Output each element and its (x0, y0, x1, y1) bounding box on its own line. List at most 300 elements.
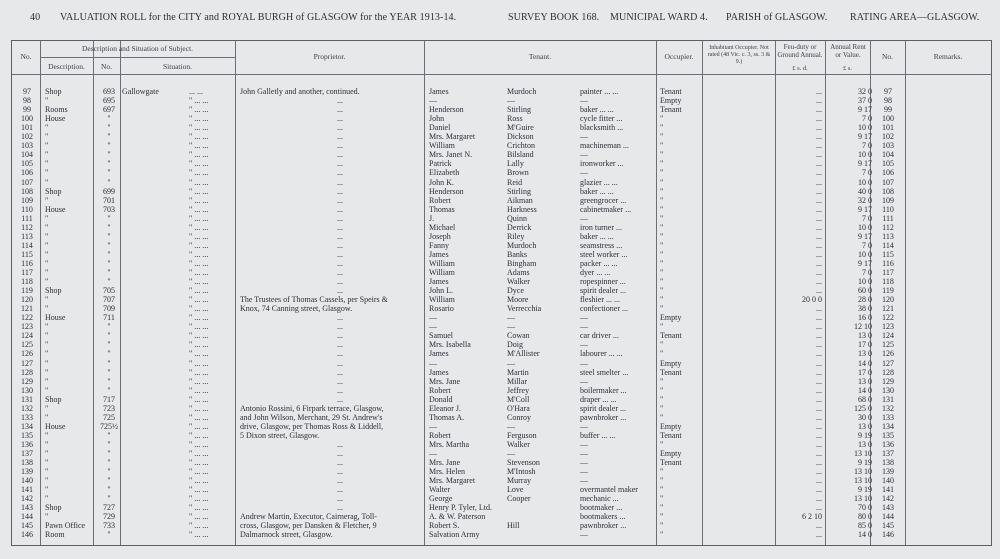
tenant-surname: Ferguson (507, 430, 537, 440)
entry-number: 109 (21, 195, 33, 205)
occupier-status: " (660, 494, 664, 504)
street-number: " (107, 485, 111, 495)
entry-number-right: 144 (882, 512, 894, 522)
annual-rent: 80 0 (858, 512, 872, 522)
page-header (30, 8, 980, 24)
table-row (12, 105, 991, 114)
annual-rent: 17 0 (858, 340, 872, 350)
col-no-header: No. (20, 52, 32, 61)
occupation: bootmaker ... (580, 503, 623, 513)
annual-rent: 13 0 (858, 376, 872, 386)
tenant-surname: M'Intosh (507, 467, 536, 477)
feu-duty: ... (816, 258, 822, 268)
street-number: " (107, 349, 111, 359)
description: " (45, 150, 49, 160)
situation-ditto: " ... ... (189, 530, 209, 540)
street-number: " (107, 439, 111, 449)
annual-rent: 7 0 (862, 114, 872, 124)
table-row (12, 214, 991, 223)
street-number: " (107, 159, 111, 169)
table-row (12, 322, 991, 331)
street-number: 697 (103, 105, 115, 115)
annual-rent: 9 17 (858, 159, 872, 169)
description: " (45, 240, 49, 250)
tenant-forename: Walter (429, 485, 451, 495)
table-row (12, 87, 991, 96)
description: " (45, 249, 49, 259)
table-row (12, 205, 991, 214)
occupier-status: " (660, 141, 664, 151)
description: House (45, 204, 66, 214)
situation-ditto: ... ... (189, 87, 203, 96)
entry-number: 118 (21, 277, 33, 287)
occupation: — (580, 376, 588, 386)
parish: PARISH of GLASGOW. (726, 12, 828, 23)
description: " (45, 412, 49, 422)
proprietor: cross, Glasgow, per Dansken & Fletcher, 9 (240, 521, 377, 531)
table-row (12, 386, 991, 395)
entry-number: 140 (21, 476, 33, 486)
tenant-surname: Reid (507, 177, 523, 187)
annual-rent: 16 0 (858, 313, 872, 323)
street-number: " (107, 430, 111, 440)
occupier-status: " (660, 168, 664, 178)
tenant-surname: Love (507, 485, 524, 495)
feu-duty: ... (816, 485, 822, 495)
table-row (12, 494, 991, 503)
roll-title: VALUATION ROLL for the CITY and ROYAL BURGH of GLASGOW for the YEAR 1913-14. (60, 12, 457, 23)
tenant-forename: Henderson (429, 186, 464, 196)
proprietor-ditto: ... (337, 467, 343, 477)
description: " (45, 258, 49, 268)
situation-ditto: " ... ... (189, 449, 209, 458)
col-description-header: Description. (48, 62, 85, 71)
entry-number-right: 99 (884, 105, 892, 115)
tenant-forename: — (429, 449, 437, 458)
occupation: cycle fitter ... (580, 114, 623, 124)
tenant-forename: J. (429, 213, 435, 223)
street-number: " (107, 449, 111, 458)
tenant-forename: Joseph (429, 231, 451, 241)
occupier-status: " (660, 530, 664, 540)
table-row (12, 368, 991, 377)
situation-ditto: " ... ... (189, 258, 209, 268)
entry-number: 104 (21, 150, 33, 160)
occupier-status: " (660, 467, 664, 477)
tenant-surname: O'Hara (507, 403, 530, 413)
proprietor: Antonio Rossini, 6 Firpark terrace, Glasgow, (240, 403, 384, 413)
tenant-surname: Ross (507, 114, 523, 124)
proprietor-ditto: ... (337, 258, 343, 268)
entry-number-right: 113 (882, 231, 894, 241)
street-number: 709 (103, 304, 115, 314)
description: " (45, 213, 49, 223)
occupation: packer ... ... (580, 258, 618, 268)
street-number: " (107, 240, 111, 250)
annual-rent: 28 0 (858, 295, 872, 305)
situation-ditto: " ... ... (189, 358, 209, 368)
entry-number-right: 100 (882, 114, 894, 124)
occupier-status: " (660, 385, 664, 395)
tenant-forename: Samuel (429, 331, 453, 341)
situation-ditto: " ... ... (189, 521, 209, 531)
tenant-surname: Dickson (507, 132, 534, 142)
table-row (12, 232, 991, 241)
table-row (12, 458, 991, 467)
situation-ditto: " ... ... (189, 141, 209, 151)
occupier-status: Empty (660, 313, 682, 323)
entry-number: 112 (21, 222, 33, 232)
situation-ditto: " ... ... (189, 421, 209, 431)
occupier-status: " (660, 485, 664, 495)
occupier-status: Empty (660, 449, 682, 458)
description: " (45, 403, 49, 413)
entry-number: 116 (21, 258, 33, 268)
entry-number: 114 (21, 240, 33, 250)
col-tenant-header: Tenant. (528, 52, 552, 61)
entry-number-right: 132 (882, 403, 894, 413)
situation-ditto: " ... ... (189, 168, 209, 178)
entry-number: 113 (21, 231, 33, 241)
annual-rent: 125 0 (854, 403, 872, 413)
proprietor-ditto: ... (337, 313, 343, 323)
tenant-surname: Lally (507, 159, 524, 169)
table-row (12, 96, 991, 105)
occupier-status: " (660, 222, 664, 232)
entry-number: 99 (23, 105, 31, 115)
entry-number-right: 119 (882, 286, 894, 296)
street-number: " (107, 213, 111, 223)
description: " (45, 322, 49, 332)
annual-rent: 40 0 (858, 186, 872, 196)
description: Shop (45, 87, 62, 96)
col-feu-header: Feu-duty or Ground Annual. (777, 43, 823, 59)
entry-number: 131 (21, 394, 33, 404)
col-inhabitant-header: Inhabitant Occupier. Not rated (48 Vic. c. 3, ss. 3 & 9.) (707, 45, 771, 65)
occupier-status: " (660, 521, 664, 531)
annual-rent: 68 0 (858, 394, 872, 404)
tenant-surname: Walker (507, 277, 530, 287)
street-number: 733 (103, 521, 115, 531)
proprietor: and John Wilson, Merchant, 29 St. Andrew's (240, 412, 383, 422)
entry-number: 132 (21, 403, 33, 413)
description: Shop (45, 394, 62, 404)
feu-duty: ... (816, 430, 822, 440)
feu-duty: ... (816, 521, 822, 531)
tenant-forename: Robert (429, 430, 451, 440)
tenant-surname: Bingham (507, 258, 537, 268)
feu-duty: ... (816, 503, 822, 513)
occupier-status: " (660, 186, 664, 196)
description: " (45, 458, 49, 468)
feu-duty: ... (816, 204, 822, 214)
street-number: " (107, 458, 111, 468)
occupier-status: " (660, 258, 664, 268)
tenant-forename: — (429, 421, 437, 431)
occupier-status: " (660, 159, 664, 169)
entry-number: 111 (21, 213, 33, 223)
tenant-forename: Mrs. Janet N. (429, 150, 473, 160)
proprietor-ditto: ... (337, 222, 343, 232)
table-row (12, 241, 991, 250)
entry-number-right: 125 (882, 340, 894, 350)
annual-rent: 7 0 (862, 141, 872, 151)
annual-rent: 17 0 (858, 367, 872, 377)
proprietor-ditto: ... (337, 132, 343, 142)
proprietor-ditto: ... (337, 213, 343, 223)
proprietor-ditto: ... (337, 268, 343, 277)
entry-number-right: 98 (884, 96, 892, 106)
tenant-forename: George (429, 494, 453, 504)
table-row (12, 521, 991, 530)
description: " (45, 168, 49, 178)
tenant-surname: — (507, 322, 515, 332)
street-number: " (107, 114, 111, 124)
annual-rent: 9 17 (858, 258, 872, 268)
situation-ditto: " ... ... (189, 150, 209, 160)
table-row (12, 395, 991, 404)
occupation: car driver ... (580, 331, 619, 341)
occupier-status: " (660, 177, 664, 187)
tenant-surname: Crichton (507, 141, 535, 151)
occupation: — (580, 421, 588, 431)
feu-duty: ... (816, 231, 822, 241)
occupation: — (580, 439, 588, 449)
entry-number: 137 (21, 449, 33, 458)
entry-number: 97 (23, 87, 31, 96)
entry-number-right: 133 (882, 412, 894, 422)
occupier-status: " (660, 349, 664, 359)
tenant-forename: Henry P. Tyler, Ltd. (429, 503, 492, 513)
table-row (12, 467, 991, 476)
tenant-forename: Thomas (429, 204, 455, 214)
entry-number-right: 139 (882, 467, 894, 477)
tenant-surname: Aikman (507, 195, 533, 205)
annual-rent: 37 0 (858, 96, 872, 106)
feu-duty: ... (816, 159, 822, 169)
situation-ditto: " ... ... (189, 313, 209, 323)
annual-rent: 38 0 (858, 304, 872, 314)
tenant-forename: William (429, 141, 455, 151)
feu-duty: ... (816, 313, 822, 323)
street-number: " (107, 177, 111, 187)
col-desc-group-header: Description and Situation of Subject. (81, 44, 194, 53)
entry-number: 126 (21, 349, 33, 359)
col-remarks-header: Remarks. (933, 52, 963, 61)
proprietor-ditto: ... (337, 385, 343, 395)
occupation: — (580, 449, 588, 458)
occupation: bootmakers ... (580, 512, 626, 522)
tenant-surname: Stirling (507, 105, 532, 115)
situation-ditto: " ... ... (189, 331, 209, 341)
description: " (45, 439, 49, 449)
tenant-surname: M'Guire (507, 123, 534, 133)
feu-duty: ... (816, 403, 822, 413)
entry-number: 106 (21, 168, 33, 178)
group-rule (40, 57, 235, 58)
entry-number: 103 (21, 141, 33, 151)
situation-ditto: " ... ... (189, 177, 209, 187)
entry-number: 110 (21, 204, 33, 214)
tenant-forename: Mrs. Jane (429, 376, 461, 386)
street-number: " (107, 268, 111, 277)
description: " (45, 231, 49, 241)
occupation: — (580, 340, 588, 350)
feu-duty: ... (816, 213, 822, 223)
table-row (12, 187, 991, 196)
entry-number: 121 (21, 304, 33, 314)
occupation: — (580, 467, 588, 477)
annual-rent: 9 17 (858, 105, 872, 115)
proprietor: drive, Glasgow, per Thomas Ross & Liddell, (240, 421, 384, 431)
feu-duty: ... (816, 114, 822, 124)
occupation: — (580, 168, 588, 178)
annual-rent: 10 0 (858, 249, 872, 259)
occupation: baker ... ... (580, 186, 614, 196)
annual-rent: 14 0 (858, 530, 872, 540)
entry-number: 138 (21, 458, 33, 468)
feu-duty: ... (816, 168, 822, 178)
table-row (12, 313, 991, 322)
occupation: machineman ... (580, 141, 629, 151)
tenant-surname: Millar (507, 376, 527, 386)
tenant-surname: Martin (507, 367, 529, 377)
feu-duty: ... (816, 268, 822, 277)
feu-duty: ... (816, 240, 822, 250)
entry-number-right: 126 (882, 349, 894, 359)
feu-duty: ... (816, 286, 822, 296)
description: Pawn Office (45, 521, 86, 531)
entry-number-right: 137 (882, 449, 894, 458)
tenant-surname: Harkness (507, 204, 537, 214)
entry-number-right: 112 (882, 222, 894, 232)
occupier-status: " (660, 204, 664, 214)
table-row (12, 123, 991, 132)
entry-number-right: 135 (882, 430, 894, 440)
tenant-surname: Murdoch (507, 87, 537, 96)
tenant-forename: James (429, 249, 449, 259)
col-rent-header: Annual Rent or Value. (830, 43, 866, 59)
description: " (45, 295, 49, 305)
street-number: " (107, 494, 111, 504)
entry-number-right: 143 (882, 503, 894, 513)
entry-number-right: 129 (882, 376, 894, 386)
feu-duty: ... (816, 277, 822, 287)
proprietor-ditto: ... (337, 186, 343, 196)
feu-duty: ... (816, 439, 822, 449)
annual-rent: 9 17 (858, 132, 872, 142)
occupier-status: Tenant (660, 430, 682, 440)
situation-ditto: " ... ... (189, 222, 209, 232)
tenant-forename: Mrs. Jane (429, 458, 461, 468)
tenant-forename: — (429, 358, 437, 368)
situation-ditto: " ... ... (189, 512, 209, 522)
street-number: 725 (103, 412, 115, 422)
situation-ditto: " ... ... (189, 476, 209, 486)
occupation: glazier ... ... (580, 177, 618, 187)
street-number: " (107, 376, 111, 386)
street-number: " (107, 331, 111, 341)
feu-duty: ... (816, 87, 822, 96)
street-number: " (107, 249, 111, 259)
occupation: fleshier ... ... (580, 295, 620, 305)
entry-number: 139 (21, 467, 33, 477)
proprietor: Knox, 74 Canning street, Glasgow. (240, 304, 353, 314)
entry-number: 117 (21, 268, 33, 277)
proprietor-ditto: ... (337, 105, 343, 115)
annual-rent: 9 17 (858, 231, 872, 241)
situation-ditto: " ... ... (189, 322, 209, 332)
feu-duty: ... (816, 458, 822, 468)
feu-duty: 6 2 10 (802, 512, 822, 522)
description: " (45, 132, 49, 142)
entry-number-right: 110 (882, 204, 894, 214)
street-number: 695 (103, 96, 115, 106)
annual-rent: 12 10 (854, 322, 872, 332)
street-number: " (107, 231, 111, 241)
col-occupier-header: Occupier. (664, 52, 694, 61)
annual-rent: 13 0 (858, 331, 872, 341)
proprietor-ditto: ... (337, 358, 343, 368)
situation-ditto: " ... ... (189, 268, 209, 277)
occupier-status: Tenant (660, 331, 682, 341)
description: " (45, 177, 49, 187)
entry-number: 128 (21, 367, 33, 377)
situation-ditto: " ... ... (189, 430, 209, 440)
description: " (45, 277, 49, 287)
description: House (45, 421, 66, 431)
description: Shop (45, 286, 62, 296)
proprietor-ditto: ... (337, 458, 343, 468)
header-rule (12, 74, 991, 75)
tenant-forename: Mrs. Isabella (429, 340, 471, 350)
proprietor-ditto: ... (337, 114, 343, 124)
situation-ditto: " ... ... (189, 249, 209, 259)
feu-duty: ... (816, 476, 822, 486)
tenant-forename: John K. (429, 177, 454, 187)
table-row (12, 503, 991, 512)
table-row (12, 168, 991, 177)
col-feu-units: £ s. d. (792, 65, 808, 72)
table-row (12, 132, 991, 141)
street-number: " (107, 340, 111, 350)
tenant-forename: Mrs. Margaret (429, 476, 476, 486)
entry-number: 119 (21, 286, 33, 296)
proprietor-ditto: ... (337, 449, 343, 458)
situation-ditto: " ... ... (189, 114, 209, 124)
description: " (45, 340, 49, 350)
tenant-forename: John L. (429, 286, 453, 296)
tenant-surname: — (507, 421, 515, 431)
situation-ditto: " ... ... (189, 231, 209, 241)
street-number: " (107, 385, 111, 395)
tenant-forename: William (429, 268, 455, 277)
situation-ditto: " ... ... (189, 204, 209, 214)
tenant-surname: Doig (507, 340, 523, 350)
occupier-status: " (660, 132, 664, 142)
tenant-forename: — (429, 313, 437, 323)
table-row (12, 422, 991, 431)
annual-rent: 60 0 (858, 286, 872, 296)
situation-ditto: " ... ... (189, 394, 209, 404)
tenant-forename: — (429, 322, 437, 332)
annual-rent: 13 0 (858, 439, 872, 449)
table-row (12, 250, 991, 259)
description: House (45, 313, 66, 323)
municipal-ward: MUNICIPAL WARD 4. (610, 12, 708, 23)
occupation: — (580, 213, 588, 223)
tenant-surname: Jeffrey (507, 385, 530, 395)
